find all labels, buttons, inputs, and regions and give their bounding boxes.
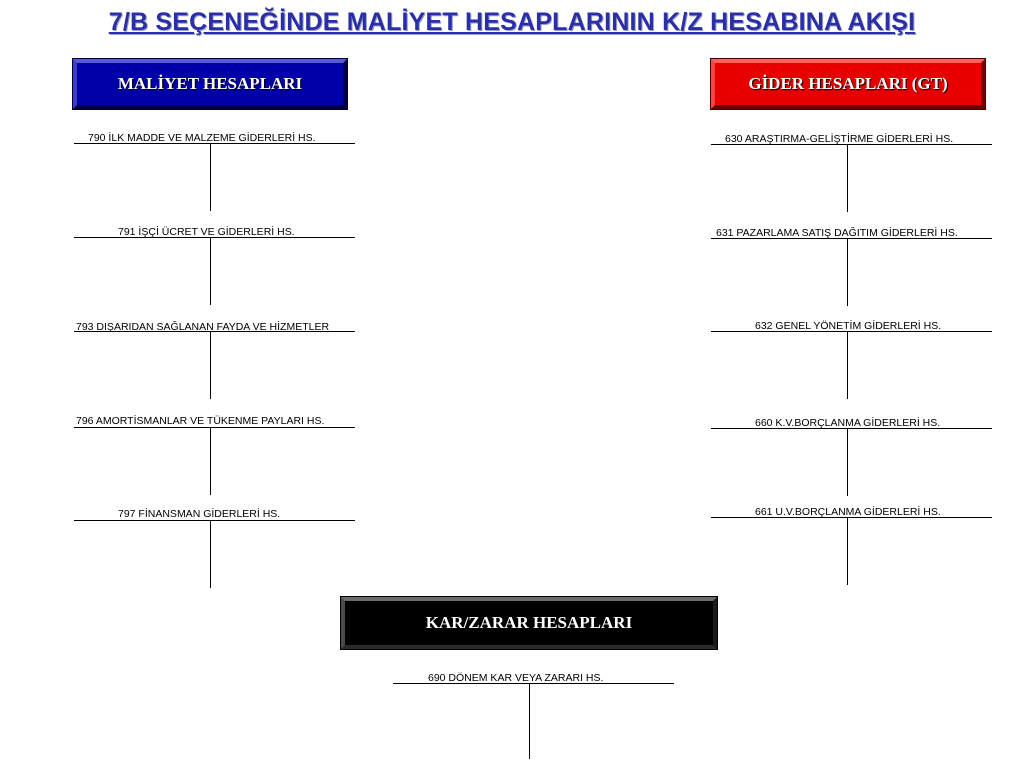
t-account-660-label: 660 K.V.BORÇLANMA GİDERLERİ HS.	[755, 417, 941, 429]
t-account-631-divider	[847, 238, 848, 306]
maliyet-header-label: MALİYET HESAPLARI	[117, 74, 303, 93]
gider-header-label: GİDER HESAPLARI (GT)	[748, 74, 948, 93]
t-account-630-label: 630 ARAŞTIRMA-GELİŞTİRME GİDERLERİ HS.	[725, 133, 954, 145]
t-account-632-label: 632 GENEL YÖNETİM GİDERLERİ HS.	[755, 320, 942, 332]
t-account-791-label: 791 İŞÇİ ÜCRET VE GİDERLERİ HS.	[118, 226, 295, 238]
t-account-631-label: 631 PAZARLAMA SATIŞ DAĞITIM GİDERLERİ HS.	[716, 227, 958, 239]
t-account-790-divider	[210, 143, 211, 211]
t-account-790-label: 790 İLK MADDE VE MALZEME GİDERLERİ HS.	[88, 132, 316, 144]
t-account-796-label: 796 AMORTİSMANLAR VE TÜKENME PAYLARI HS.	[76, 415, 325, 427]
t-account-797-divider	[210, 520, 211, 588]
t-account-660-divider	[847, 428, 848, 496]
t-account-793-divider	[210, 331, 211, 399]
t-account-797-label: 797 FİNANSMAN GİDERLERİ HS.	[118, 508, 281, 520]
t-account-661-divider	[847, 517, 848, 585]
t-account-793-label: 793 DIŞARIDAN SAĞLANAN FAYDA VE HİZMETLER	[76, 321, 330, 333]
karzarar-header-box	[341, 597, 717, 649]
t-account-661-label: 661 U.V.BORÇLANMA GİDERLERİ HS.	[755, 506, 941, 518]
karzarar-header-label: KAR/ZARAR HESAPLARI	[425, 613, 633, 632]
t-account-690-divider	[529, 683, 530, 759]
t-account-632-divider	[847, 331, 848, 399]
t-account-630-divider	[847, 144, 848, 212]
t-account-796-divider	[210, 427, 211, 495]
gider-header-box	[711, 59, 985, 109]
t-account-797-line	[74, 520, 355, 521]
t-account-796-line	[74, 427, 355, 428]
t-account-690-label: 690 DÖNEM KAR VEYA ZARARI HS.	[428, 672, 604, 684]
page-title: 7/B SEÇENEĞİNDE MALİYET HESAPLARININ K/Z HESABINA AKIŞI	[108, 8, 916, 36]
maliyet-header-box	[73, 59, 347, 109]
t-account-791-divider	[210, 237, 211, 305]
